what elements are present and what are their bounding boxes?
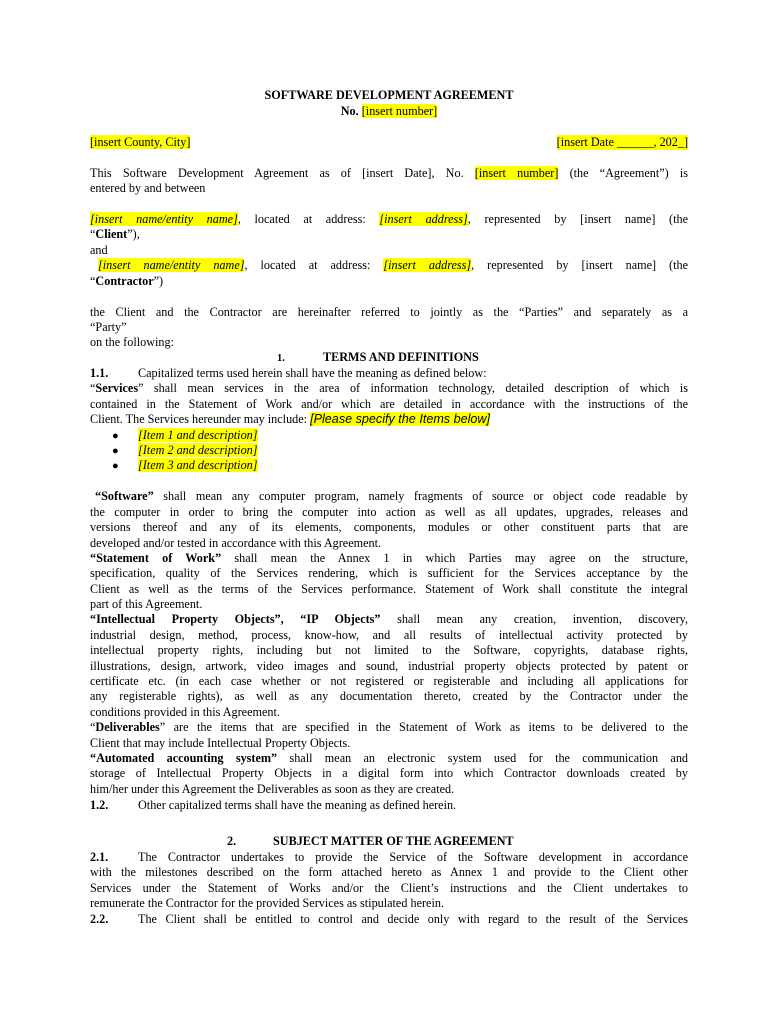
intro-text-end: (the “Agreement”) is (569, 166, 688, 180)
ip-line-4: illustrations, design, artwork, video images and sound, industrial property objects protected by patent or (90, 659, 688, 673)
clause-1-2 (90, 798, 688, 813)
parties-line-1: the Client and the Contractor are hereinafter referred to jointly as the “Parties” and separately as a (90, 305, 688, 319)
intro-line-1 (90, 166, 688, 181)
contractor-represented-text: , represented by [insert name] (the (471, 258, 688, 272)
document-title: SOFTWARE DEVELOPMENT AGREEMENT (264, 88, 514, 102)
client-line-2 (90, 227, 688, 242)
services-text: Client. The Services hereunder may include: (90, 412, 308, 426)
intro-text: This Software Development Agreement as of [insert Date], No. (90, 166, 464, 180)
ip-line-3: intellectual property rights, including but not limited to the Software, copyrights, database rights, (90, 643, 688, 657)
aas-line-1 (90, 751, 688, 766)
contractor-address-label: , located at address: (244, 258, 371, 272)
number-placeholder: [insert number] (361, 104, 438, 118)
ip-text: shall mean any creation, invention, discovery, (397, 612, 688, 626)
item-placeholder: [Item 3 and description] (138, 458, 258, 472)
place-date-line (90, 135, 688, 150)
contractor-line-1 (98, 258, 688, 273)
intro-number-placeholder: [insert number] (474, 166, 559, 180)
quote-open: “ (90, 720, 96, 734)
client-address-label: , located at address: (237, 212, 366, 226)
clause-number: 1.1. (90, 366, 109, 380)
client-name-placeholder: [insert name/entity name] (90, 212, 238, 226)
clause-text: The Client shall be entitled to control and decide only with regard to the result of the Services (138, 912, 688, 926)
aas-term: “Automated accounting system” (90, 751, 278, 765)
services-items-placeholder: [Please specify the Items below] (310, 412, 491, 426)
quote-open: “ (90, 274, 96, 288)
clause-2-2-line-1 (90, 912, 688, 927)
bullet-icon: ● (112, 430, 119, 442)
sow-text: shall mean the Annex 1 in which Parties may agree on the structure, (234, 551, 688, 565)
aas-text: shall mean an electronic system used for the communication and (289, 751, 689, 765)
clause-text: Other capitalized terms shall have the meaning as defined herein. (138, 798, 457, 812)
services-line-2: contained in the Statement of Work and/or which are detailed in accordance with the instructions of the (90, 397, 688, 411)
section-1-heading (277, 350, 537, 366)
software-line-4: developed and/or tested in accordance with this Agreement. (90, 536, 382, 550)
sow-line-2: specification, quality of the Services rendering, which is sufficient for the Services acceptance by the (90, 566, 688, 580)
clause-text: Capitalized terms used herein shall have the meaning as defined below: (138, 366, 487, 380)
client-address-placeholder: [insert address] (379, 212, 468, 226)
software-text: shall mean any computer program, namely fragments of source or object code readable by (163, 489, 689, 503)
ip-line-1 (90, 612, 688, 627)
deliverables-line-2: Client that may include Intellectual Property Objects. (90, 736, 351, 750)
date-placeholder: [insert Date ______, 202_] (556, 135, 688, 149)
client-represented-text: , represented by [insert name] (the (467, 212, 688, 226)
ip-term: “Intellectual Property Objects”, “IP Objects” (90, 612, 381, 626)
client-role: Client (95, 227, 128, 241)
ip-line-5: certificate etc. (in each case whether or not registered or registerable and including all applications for (90, 674, 688, 688)
section-2-title: SUBJECT MATTER OF THE AGREEMENT (273, 834, 514, 848)
item-placeholder: [Item 2 and description] (138, 443, 258, 457)
contractor-address-placeholder: [insert address] (383, 258, 472, 272)
deliverables-term: Deliverables (95, 720, 160, 734)
contractor-name-placeholder: [insert name/entity name] (98, 258, 245, 272)
services-line-3 (90, 412, 688, 427)
clause-1-1 (90, 366, 688, 381)
software-term: “Software” (95, 489, 154, 503)
services-text: ” shall mean services in the area of information technology, detailed description of which is (138, 381, 688, 395)
bullet-icon: ● (112, 460, 119, 472)
sow-line-1 (90, 551, 688, 566)
number-label: No. (340, 104, 359, 118)
software-line-1 (95, 489, 688, 504)
parties-line-2: “Party” (90, 320, 127, 334)
sow-line-3: Client as well as the terms of the Services performance. Statement of Work shall constitute the integral (90, 582, 688, 596)
clause-2-1-line-1 (90, 850, 688, 865)
section-2-heading (227, 834, 567, 849)
services-line-1 (90, 381, 688, 396)
county-city-placeholder: [insert County, City] (90, 135, 191, 149)
clause-2-1-line-2: with the milestones described on the form attached hereto as Annex 1 and provide to the Client other (90, 865, 688, 879)
deliverables-line-1 (90, 720, 688, 735)
aas-line-2: storage of Intellectual Property Objects in a digital form into which Contractor downloads created by (90, 766, 688, 780)
intro-line-2: entered by and between (90, 181, 206, 195)
quote-open: “ (90, 381, 96, 395)
clause-2-1-line-3: Services under the Statement of Works and/or the Client’s instructions and the Client undertakes to (90, 881, 688, 895)
sow-term: “Statement of Work” (90, 551, 222, 565)
contractor-line-2 (90, 274, 688, 289)
section-2-number: 2. (227, 834, 237, 848)
quote-close: ”) (153, 274, 164, 288)
section-1-title: TERMS AND DEFINITIONS (323, 350, 479, 364)
ip-line-7: conditions provided in this Agreement. (90, 705, 280, 719)
deliverables-text: ” are the items that are specified in the Statement of Work as items to be delivered to the (159, 720, 688, 734)
agreement-number-line (90, 104, 688, 119)
clause-number: 1.2. (90, 798, 109, 812)
quote-open: “ (90, 227, 96, 241)
list-item (112, 443, 258, 459)
section-1-number: 1. (277, 353, 285, 364)
services-term: Services (95, 381, 139, 395)
quote-close: ”), (127, 227, 140, 241)
list-item (112, 458, 258, 474)
clause-number: 2.2. (90, 912, 109, 926)
aas-line-3: him/her under this Agreement the Deliverables as soon as they are created. (90, 782, 455, 796)
ip-line-6: any registerable rights), as well as any documentation thereto, created by the Contractor under the (90, 689, 688, 703)
bullet-icon: ● (112, 445, 119, 457)
list-item (112, 428, 258, 444)
sow-line-4: part of this Agreement. (90, 597, 203, 611)
client-line-1 (90, 212, 688, 227)
contractor-role: Contractor (95, 274, 154, 288)
ip-line-2: industrial design, method, process, know-how, and all results of intellectual activity protected by (90, 628, 688, 642)
parties-line-3: on the following: (90, 335, 174, 349)
software-line-2: the computer in order to bring the computer into action as well as all updates, upgrades, releases and (90, 505, 688, 519)
and-word: and (90, 243, 108, 257)
clause-text: The Contractor undertakes to provide the Service of the Software development in accordance (138, 850, 688, 864)
item-placeholder: [Item 1 and description] (138, 428, 258, 442)
software-line-3: versions thereof and any of its elements, components, modules or other constituent parts that are (90, 520, 688, 534)
clause-number: 2.1. (90, 850, 109, 864)
clause-2-1-line-4: remunerate the Contractor for the provided Services as stipulated herein. (90, 896, 444, 910)
